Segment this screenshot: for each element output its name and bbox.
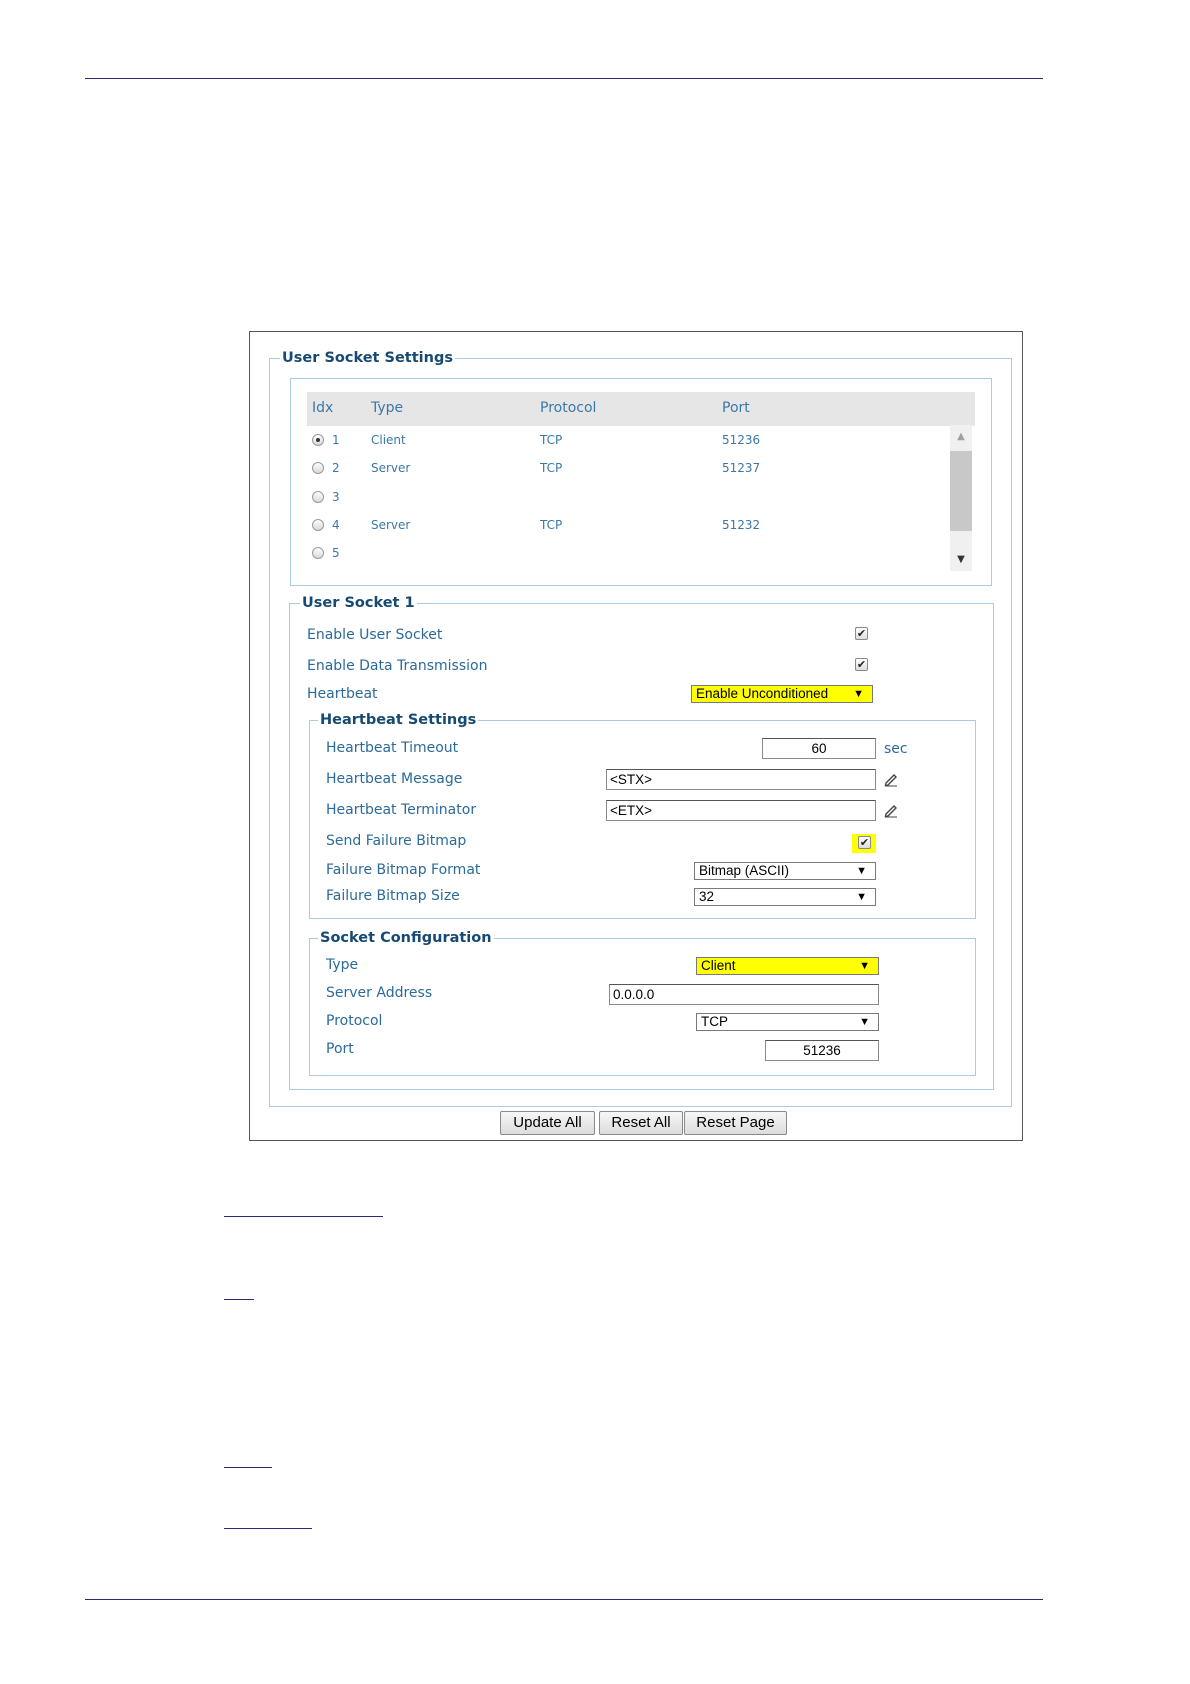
chevron-down-icon: ▼ [856, 865, 867, 877]
row-idx: 5 [332, 546, 340, 560]
heartbeat-terminator-label: Heartbeat Terminator [326, 802, 477, 818]
protocol-value: TCP [701, 1014, 728, 1029]
row-type: Server [371, 461, 411, 475]
row-idx: 2 [332, 461, 340, 475]
heartbeat-message-label: Heartbeat Message [326, 771, 463, 787]
row-radio[interactable] [312, 519, 324, 531]
footer-rule [85, 1599, 1043, 1600]
row-protocol: TCP [540, 433, 563, 447]
failure-bitmap-format-select[interactable] [694, 862, 876, 880]
socket-type-select[interactable] [696, 957, 879, 975]
row-idx: 4 [332, 518, 340, 532]
row-radio[interactable] [312, 434, 324, 446]
socket-configuration-title: Socket Configuration [320, 930, 492, 946]
row-type: Server [371, 518, 411, 532]
table-scrollbar[interactable] [950, 425, 972, 571]
scroll-down-icon[interactable]: ▼ [957, 554, 965, 565]
link-underline-3[interactable] [224, 1467, 272, 1468]
heartbeat-settings-title: Heartbeat Settings [320, 712, 477, 728]
heartbeat-value: Enable Unconditioned [696, 686, 829, 701]
protocol-select[interactable] [696, 1013, 879, 1031]
row-type: Client [371, 433, 406, 447]
pencil-icon[interactable] [883, 771, 899, 787]
user-socket-settings-title: User Socket Settings [282, 350, 453, 366]
heartbeat-message-input[interactable]: <STX> [606, 769, 876, 790]
scroll-up-icon[interactable]: ▲ [957, 431, 965, 442]
failure-bitmap-format-value: Bitmap (ASCII) [699, 863, 790, 878]
enable-data-transmission-label: Enable Data Transmission [307, 658, 488, 674]
row-radio[interactable] [312, 547, 324, 559]
heartbeat-timeout-input[interactable]: 60 [762, 738, 876, 759]
chevron-down-icon: ▼ [859, 1016, 870, 1028]
header-rule [85, 78, 1043, 79]
user-socket-title: User Socket 1 [302, 595, 415, 611]
row-idx: 3 [332, 490, 340, 504]
failure-bitmap-size-select[interactable] [694, 888, 876, 906]
socket-type-value: Client [701, 958, 736, 973]
send-failure-bitmap-checkbox[interactable]: ✔ [859, 836, 870, 849]
chevron-down-icon: ▼ [853, 688, 864, 700]
link-underline-1[interactable] [224, 1216, 383, 1217]
row-radio[interactable] [312, 491, 324, 503]
port-input[interactable]: 51236 [765, 1040, 879, 1061]
socket-table-header [307, 392, 975, 426]
chevron-down-icon: ▼ [859, 960, 870, 972]
row-radio[interactable] [312, 462, 324, 474]
reset-all-button[interactable]: Reset All [599, 1111, 683, 1135]
col-header-port: Port [722, 400, 750, 416]
enable-user-socket-label: Enable User Socket [307, 627, 443, 643]
col-header-type: Type [371, 400, 404, 416]
heartbeat-label: Heartbeat [307, 686, 378, 702]
row-idx: 1 [332, 433, 340, 447]
scrollbar-thumb[interactable] [950, 451, 972, 531]
server-address-label: Server Address [326, 985, 433, 1001]
protocol-label: Protocol [326, 1013, 383, 1029]
failure-bitmap-size-value: 32 [699, 889, 715, 904]
reset-page-button[interactable]: Reset Page [684, 1111, 787, 1135]
row-port: 51237 [722, 461, 761, 475]
server-address-input[interactable]: 0.0.0.0 [609, 984, 879, 1005]
row-port: 51232 [722, 518, 761, 532]
send-failure-bitmap-label: Send Failure Bitmap [326, 833, 467, 849]
link-underline-2[interactable] [224, 1299, 254, 1300]
heartbeat-select[interactable] [691, 685, 873, 703]
chevron-down-icon: ▼ [856, 891, 867, 903]
heartbeat-timeout-label: Heartbeat Timeout [326, 740, 459, 756]
heartbeat-timeout-unit: sec [884, 741, 908, 757]
failure-bitmap-format-label: Failure Bitmap Format [326, 862, 481, 878]
col-header-idx: Idx [312, 400, 334, 416]
col-header-protocol: Protocol [540, 400, 597, 416]
row-protocol: TCP [540, 518, 563, 532]
enable-data-transmission-checkbox[interactable]: ✔ [856, 658, 867, 671]
pencil-icon[interactable] [883, 802, 899, 818]
link-underline-4[interactable] [224, 1528, 312, 1529]
update-all-button[interactable]: Update All [500, 1111, 595, 1135]
row-port: 51236 [722, 433, 761, 447]
socket-type-label: Type [326, 957, 359, 973]
enable-user-socket-checkbox[interactable]: ✔ [856, 627, 867, 640]
port-label: Port [326, 1041, 354, 1057]
failure-bitmap-size-label: Failure Bitmap Size [326, 888, 460, 904]
row-protocol: TCP [540, 461, 563, 475]
heartbeat-terminator-input[interactable]: <ETX> [606, 800, 876, 821]
